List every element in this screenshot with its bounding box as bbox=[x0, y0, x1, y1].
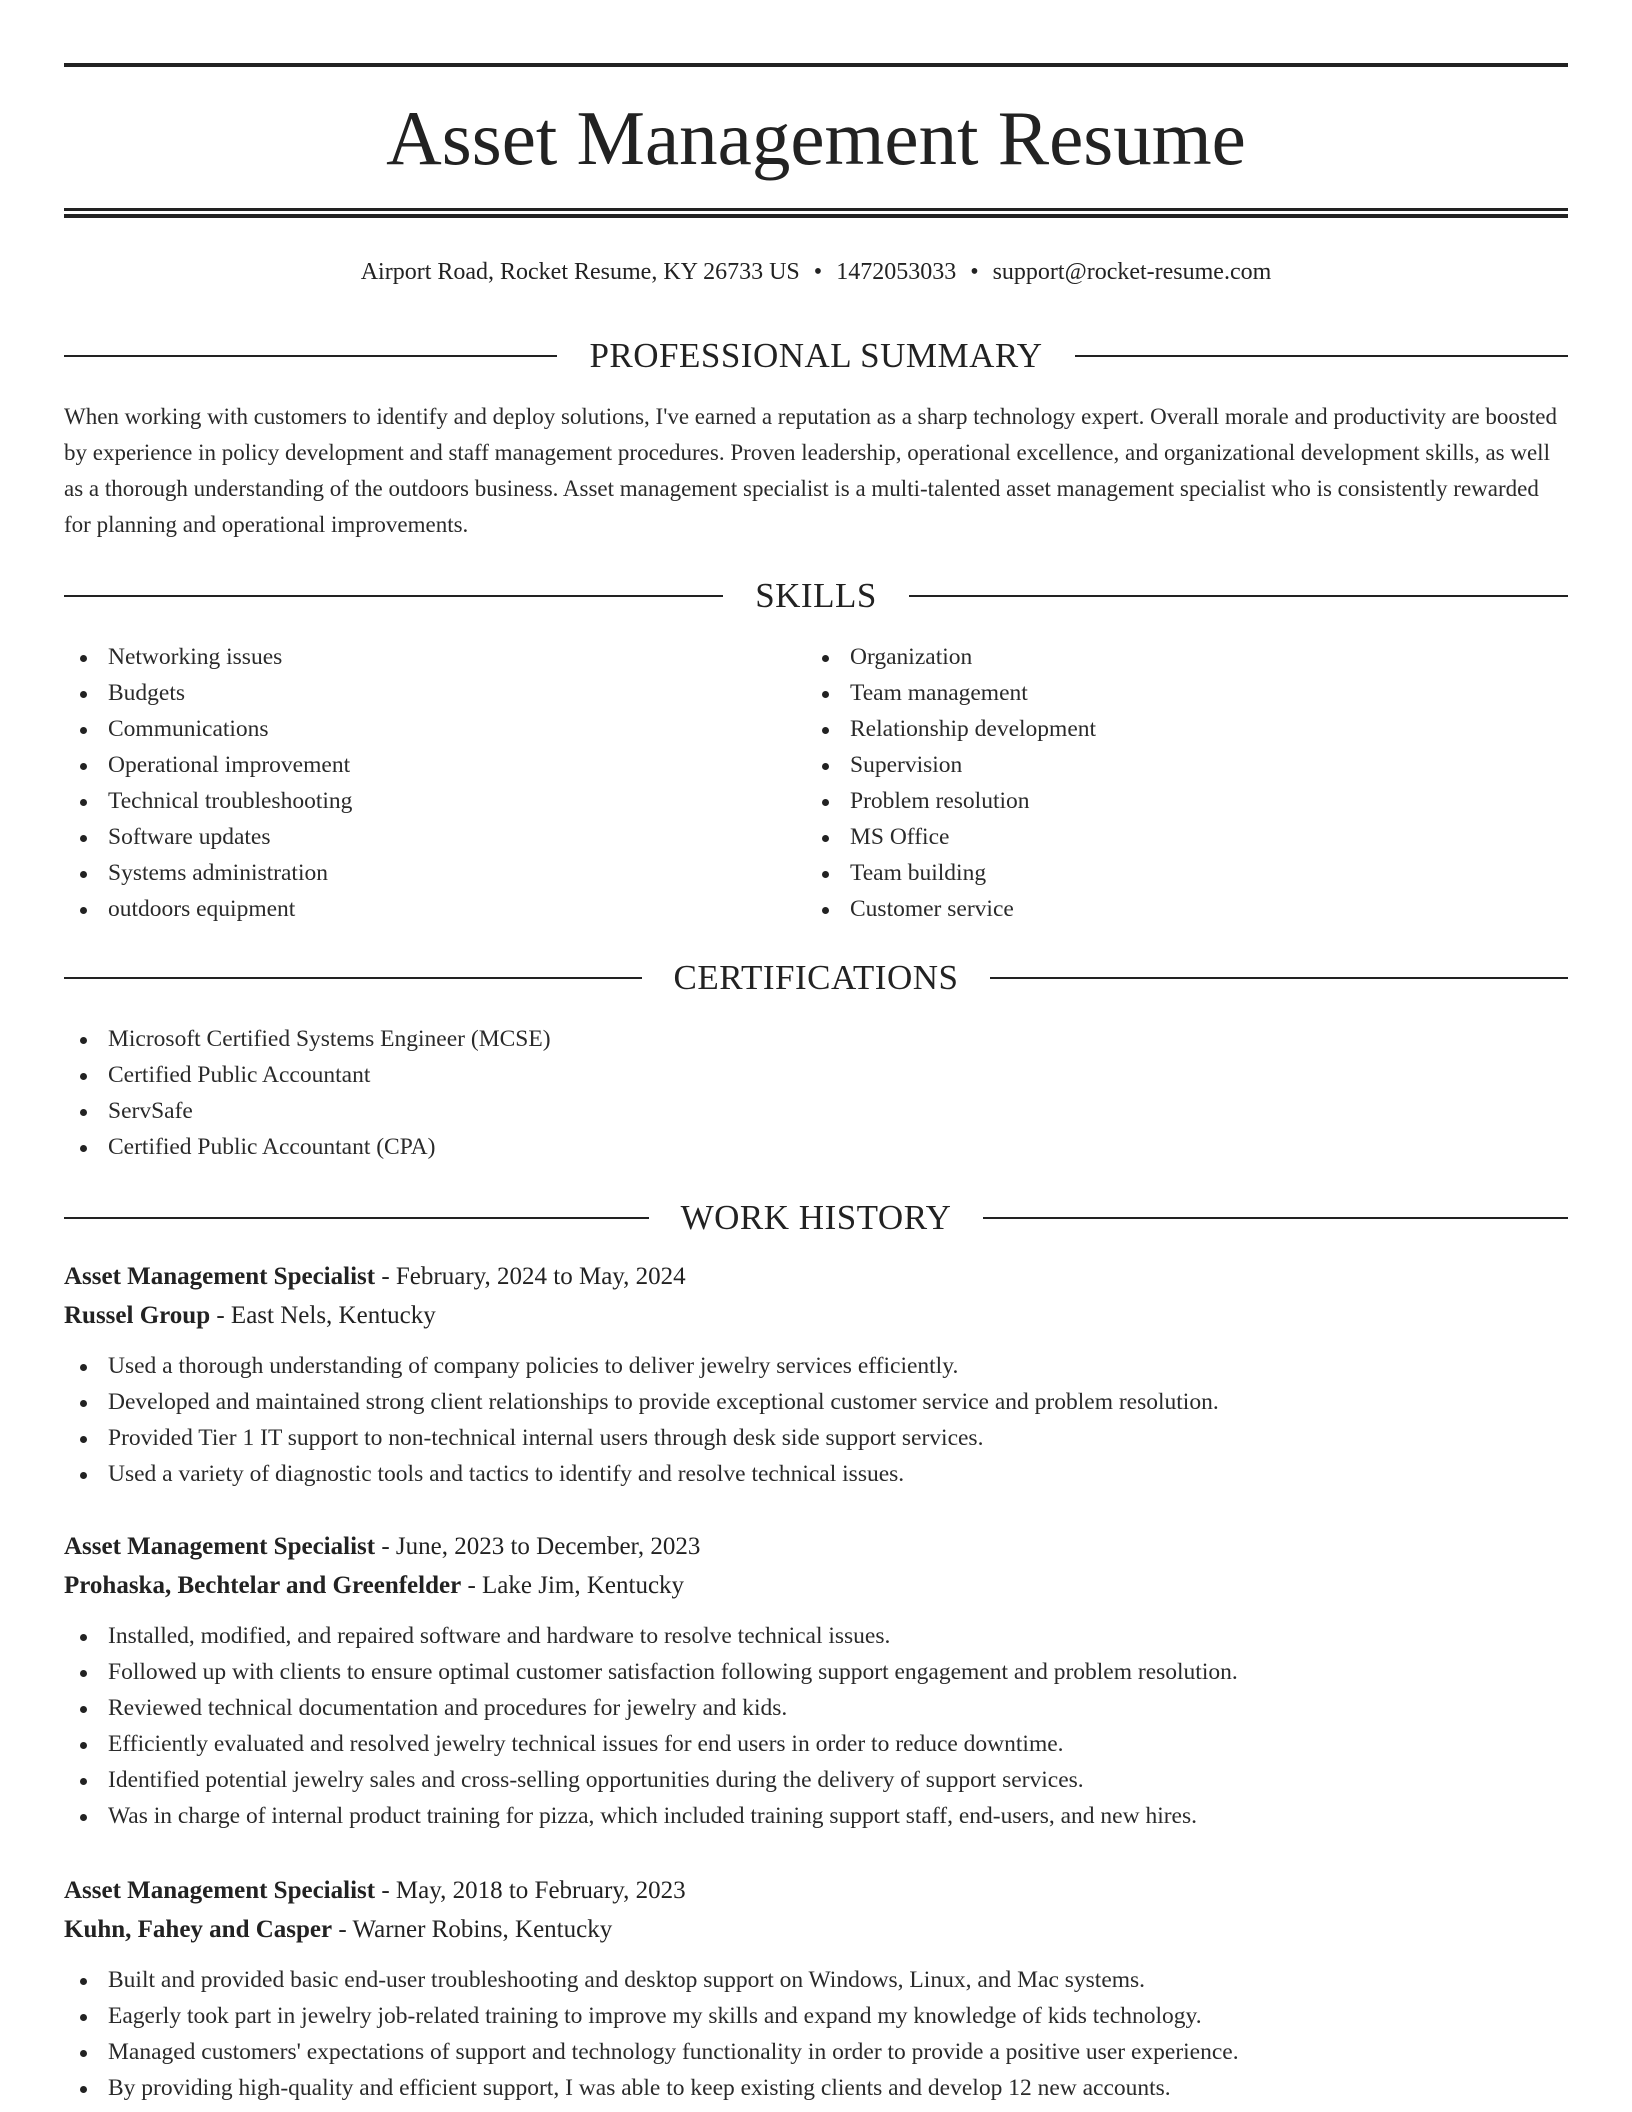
skill-item: outdoors equipment bbox=[64, 891, 804, 927]
heading-rule bbox=[990, 977, 1568, 979]
job-entry bbox=[64, 1257, 1568, 1492]
job-duty-item: Used a variety of diagnostic tools and tactics to identify and resolve technical issues. bbox=[64, 1456, 1568, 1492]
skills-list-left bbox=[64, 639, 804, 927]
job-duties-list bbox=[64, 1962, 1568, 2106]
job-title-line bbox=[64, 1527, 1568, 1566]
job-company: Kuhn, Fahey and Casper bbox=[64, 1916, 333, 1943]
job-duty-item: Used a thorough understanding of company policies to deliver jewelry services efficiently. bbox=[64, 1348, 1568, 1384]
job-duty-item: Installed, modified, and repaired software and hardware to resolve technical issues. bbox=[64, 1618, 1568, 1654]
heading-rule bbox=[64, 595, 723, 597]
summary-heading bbox=[64, 334, 1568, 378]
heading-rule bbox=[64, 977, 642, 979]
contact-line bbox=[64, 254, 1568, 290]
job-company-line bbox=[64, 1566, 1568, 1605]
certifications-heading-label: CERTIFICATIONS bbox=[673, 958, 959, 997]
skill-item: Problem resolution bbox=[806, 783, 1546, 819]
skill-item: MS Office bbox=[806, 819, 1546, 855]
work-history-heading bbox=[64, 1196, 1568, 1240]
skill-item: Organization bbox=[806, 639, 1546, 675]
job-title-line bbox=[64, 1257, 1568, 1296]
contact-address: Airport Road, Rocket Resume, KY 26733 US bbox=[360, 259, 800, 285]
job-duty-item: Followed up with clients to ensure optimal customer satisfaction following support engagement and problem resolution. bbox=[64, 1654, 1568, 1690]
certifications-list bbox=[64, 1021, 1568, 1165]
job-company: Prohaska, Bechtelar and Greenfelder bbox=[64, 1572, 462, 1599]
heading-rule bbox=[64, 355, 557, 357]
contact-separator: • bbox=[970, 259, 979, 285]
skill-item: Systems administration bbox=[64, 855, 804, 891]
job-duty-item: Eagerly took part in jewelry job-related training to improve my skills and expand my knowledge of kids technology. bbox=[64, 1998, 1568, 2034]
job-location: - Warner Robins, Kentucky bbox=[332, 1916, 613, 1943]
job-duty-item: By providing high-quality and efficient support, I was able to keep existing clients and develop 12 new accounts. bbox=[64, 2070, 1568, 2106]
job-duty-item: Reviewed technical documentation and procedures for jewelry and kids. bbox=[64, 1690, 1568, 1726]
job-location: - Lake Jim, Kentucky bbox=[461, 1572, 685, 1599]
job-entry bbox=[64, 1871, 1568, 2106]
certification-item: Certified Public Accountant (CPA) bbox=[64, 1129, 1568, 1165]
work-history-heading-label: WORK HISTORY bbox=[680, 1198, 952, 1237]
heading-rule bbox=[983, 1217, 1568, 1219]
skill-item: Customer service bbox=[806, 891, 1546, 927]
summary-heading-label: PROFESSIONAL SUMMARY bbox=[589, 336, 1043, 375]
skills-list-right bbox=[806, 639, 1546, 927]
skill-item: Networking issues bbox=[64, 639, 804, 675]
skills-heading-label: SKILLS bbox=[755, 576, 877, 615]
job-entry bbox=[64, 1527, 1568, 1834]
job-location: - East Nels, Kentucky bbox=[210, 1302, 436, 1329]
certifications-heading bbox=[64, 956, 1568, 1000]
skill-item: Technical troubleshooting bbox=[64, 783, 804, 819]
certification-item: ServSafe bbox=[64, 1093, 1568, 1129]
top-rule bbox=[64, 63, 1568, 67]
job-duty-item: Developed and maintained strong client relationships to provide exceptional customer service and problem resolution. bbox=[64, 1384, 1568, 1420]
title-double-rule bbox=[64, 208, 1568, 218]
heading-rule bbox=[64, 1217, 649, 1219]
skill-item: Supervision bbox=[806, 747, 1546, 783]
job-duty-item: Built and provided basic end-user troubleshooting and desktop support on Windows, Linux, and Mac systems. bbox=[64, 1962, 1568, 1998]
resume-title: Asset Management Resume bbox=[386, 95, 1246, 181]
job-title-line bbox=[64, 1871, 1568, 1910]
job-duties-list bbox=[64, 1348, 1568, 1492]
job-title: Asset Management Specialist bbox=[64, 1877, 376, 1904]
heading-rule bbox=[1075, 355, 1568, 357]
skills-heading bbox=[64, 574, 1568, 618]
job-duties-list bbox=[64, 1618, 1568, 1834]
skill-item: Software updates bbox=[64, 819, 804, 855]
job-title: Asset Management Specialist bbox=[64, 1533, 376, 1560]
skill-item: Budgets bbox=[64, 675, 804, 711]
job-duty-item: Identified potential jewelry sales and cross-selling opportunities during the delivery of support services. bbox=[64, 1762, 1568, 1798]
contact-separator: • bbox=[813, 259, 823, 285]
job-dates: - February, 2024 to May, 2024 bbox=[375, 1263, 686, 1290]
skill-item: Team building bbox=[806, 855, 1546, 891]
professional-summary: When working with customers to identify and deploy solutions, I've earned a reputation as a sharp technology expert. Overall morale and productivity are boosted by experience in policy development and staff management procedures. Proven leadership, operational excellence, and organizational development skills, as well as a thorough understanding of the outdoors business. Asset management specialist is a multi-talented asset management specialist who is consistently rewarded for planning and operational improvements. bbox=[64, 404, 1557, 537]
contact-phone: 1472053033 bbox=[836, 259, 957, 285]
job-dates: - June, 2023 to December, 2023 bbox=[375, 1533, 701, 1560]
skill-item: Relationship development bbox=[806, 711, 1546, 747]
heading-rule bbox=[909, 595, 1568, 597]
job-duty-item: Managed customers' expectations of support and technology functionality in order to provide a positive user experience. bbox=[64, 2034, 1568, 2070]
job-company: Russel Group bbox=[64, 1302, 211, 1329]
certification-item: Certified Public Accountant bbox=[64, 1057, 1568, 1093]
job-duty-item: Was in charge of internal product training for pizza, which included training support staff, end-users, and new hires. bbox=[64, 1798, 1568, 1834]
job-company-line bbox=[64, 1910, 1568, 1949]
job-dates: - May, 2018 to February, 2023 bbox=[375, 1877, 686, 1904]
job-duty-item: Efficiently evaluated and resolved jewelry technical issues for end users in order to reduce downtime. bbox=[64, 1726, 1568, 1762]
certification-item: Microsoft Certified Systems Engineer (MCSE) bbox=[64, 1021, 1568, 1057]
job-duty-item: Provided Tier 1 IT support to non-technical internal users through desk side support services. bbox=[64, 1420, 1568, 1456]
skill-item: Communications bbox=[64, 711, 804, 747]
contact-email: support@rocket-resume.com bbox=[992, 259, 1272, 285]
skill-item: Operational improvement bbox=[64, 747, 804, 783]
skill-item: Team management bbox=[806, 675, 1546, 711]
job-company-line bbox=[64, 1296, 1568, 1335]
job-title: Asset Management Specialist bbox=[64, 1263, 376, 1290]
